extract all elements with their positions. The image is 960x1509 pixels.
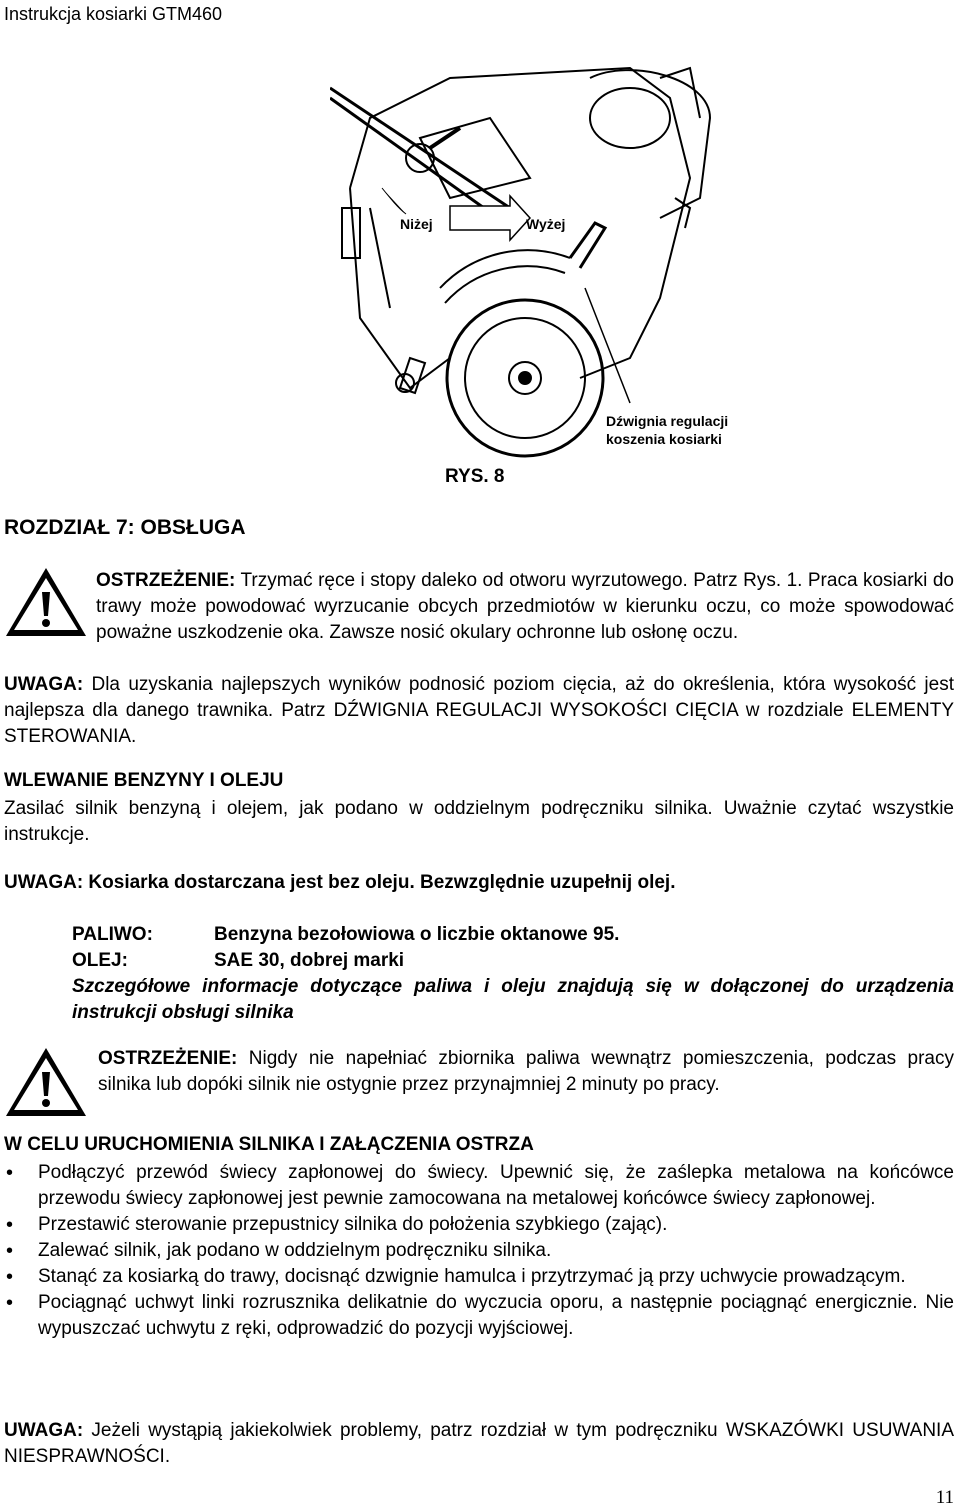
list-item: • Przestawić sterowanie przepustnicy silnika do położenia szybkiego (zając). xyxy=(4,1212,954,1238)
fuel-text: Zasilać silnik benzyną i olejem, jak podano w oddzielnym podręczniku silnika. Uważnie czytać wszystkie instrukcje. xyxy=(4,798,954,845)
mower-illustration xyxy=(330,58,750,458)
label-higher: Wyżej xyxy=(526,216,566,232)
note-2 xyxy=(4,1418,954,1470)
oil-value: SAE 30, dobrej marki xyxy=(214,950,405,971)
oil-label: OLEJ: xyxy=(72,950,128,971)
section-title: ROZDZIAŁ 7: OBSŁUGA xyxy=(4,516,246,539)
label-lever-line1: Dźwignia regulacji xyxy=(606,413,729,429)
list-item: • Zalewać silnik, jak podano w oddzielnym podręczniku silnika. xyxy=(4,1238,954,1264)
document-header: Instrukcja kosiarki GTM460 xyxy=(4,4,223,24)
warning-2-text: Nigdy nie napełniać zbiornika paliwa wewnątrz pomieszczenia, podczas pracy silnika lub dopóki silnik nie ostygnie przez przynajmniej 2 minuty po pracy. xyxy=(98,1048,954,1095)
fuel-value: Benzyna bezołowiowa o liczbie oktanowe 95. xyxy=(214,924,620,945)
fuel-spec xyxy=(72,922,954,1026)
label-lever-line2: koszenia kosiarki xyxy=(606,431,722,447)
mower-drawing xyxy=(330,58,750,458)
fuel-label: PALIWO: xyxy=(72,924,153,945)
note-1 xyxy=(4,672,954,750)
start-heading: W CELU URUCHOMIENIA SILNIKA I ZAŁĄCZENIA OSTRZA xyxy=(4,1134,534,1155)
fuel-note: UWAGA: Kosiarka dostarczana jest bez oleju. Bezwzględnie uzupełnij olej. xyxy=(4,872,676,893)
list-item: • Stanąć za kosiarką do trawy, docisnąć dzwignie hamulca i przytrzymać ją przy uchwycie prowadzącym. xyxy=(4,1264,954,1290)
list-item: • Pociągnąć uchwyt linki rozrusznika delikatnie do wyczucia oporu, a następnie pociągnąć energicznie. Nie wypuszczać uchwytu z ręki, odprowadzić do pozycji wyjściowej. xyxy=(4,1290,954,1342)
figure-caption: RYS. 8 xyxy=(445,466,505,487)
warning-2 xyxy=(98,1046,954,1098)
note-2-text: Jeżeli wystąpią jakiekolwiek problemy, patrz rozdział w tym podręczniku WSKAZÓWKI USUWANIA NIESPRAWNOŚCI. xyxy=(4,1420,954,1467)
warning-triangle-icon xyxy=(4,1046,88,1118)
warning-1-text: Trzymać ręce i stopy daleko od otworu wyrzutowego. Patrz Rys. 1. Praca kosiarki do trawy może powodować wyrzucanie obcych przedmiotów w kierunku oczu, co może spowodować poważne uszkodzenie oka. Zawsze nosić okulary ochronne lub osłonę oczu. xyxy=(96,570,954,643)
start-steps-list xyxy=(4,1160,954,1342)
warning-triangle-icon xyxy=(4,566,88,638)
fuel-details: Szczegółowe informacje dotyczące paliwa i oleju znajdują się w dołączonej do urządzenia instrukcji obsługi silnika xyxy=(72,976,954,1023)
list-item: • Podłączyć przewód świecy zapłonowej do świecy. Upewnić się, że zaślepka metalowa na końcówce przewodu świecy zapłonowej jest pewnie zamocowana na metalowej końcówce świecy zapłonowej. xyxy=(4,1160,954,1212)
label-lower: Niżej xyxy=(400,216,433,232)
warning-2-label: OSTRZEŻENIE: xyxy=(98,1048,238,1069)
note-1-text: Dla uzyskania najlepszych wyników podnosić poziom cięcia, aż do określenia, która wysokość jest najlepsza dla danego trawnika. Patrz DŹWIGNIA REGULACJI WYSOKOŚCI CIĘCIA w rozdziale ELEMENTY STEROWANIA. xyxy=(4,674,954,747)
label-lever xyxy=(606,412,728,448)
warning-1-label: OSTRZEŻENIE: xyxy=(96,570,236,591)
warning-1 xyxy=(96,568,954,646)
note-1-label: UWAGA: xyxy=(4,674,84,695)
fuel-heading: WLEWANIE BENZYNY I OLEJU xyxy=(4,770,284,791)
note-2-label: UWAGA: xyxy=(4,1420,84,1441)
page-number: 11 xyxy=(935,1487,954,1508)
